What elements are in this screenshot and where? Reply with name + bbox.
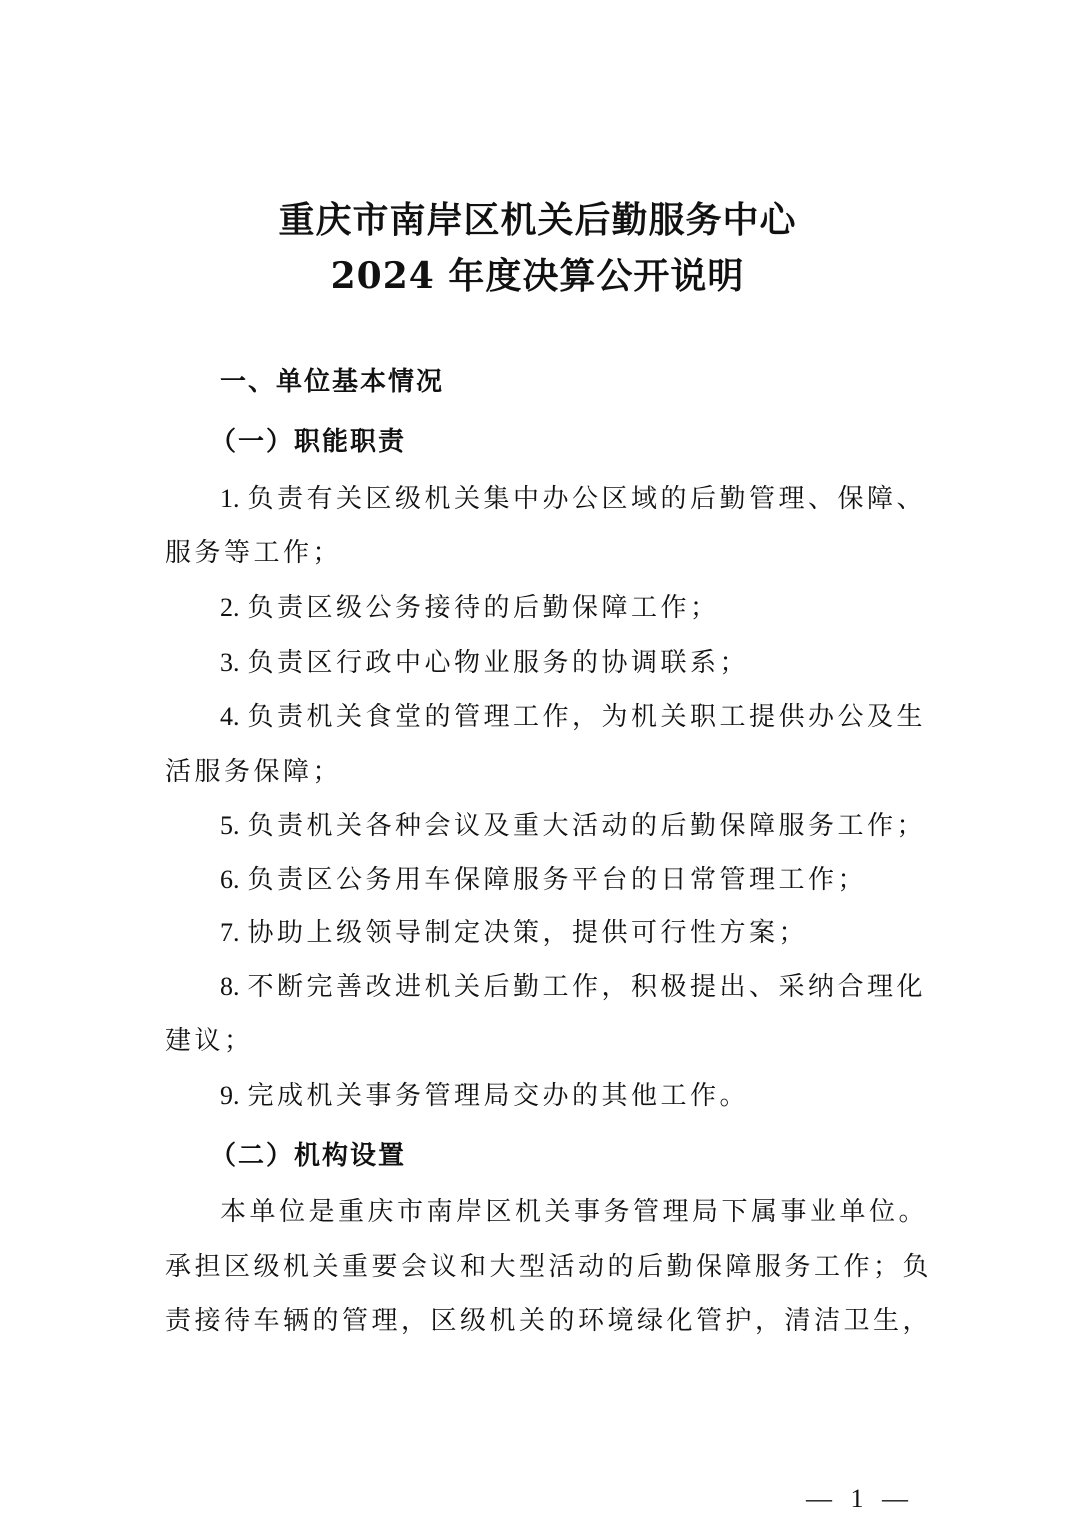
duty-text: 不断完善改进机关后勤工作，积极提出、采纳合理化 xyxy=(247,972,927,1002)
duty-item-3 xyxy=(220,645,970,681)
duty-number: 1. xyxy=(220,484,240,513)
org-paragraph-line2: 承担区级机关重要会议和大型活动的后勤保障服务工作；负 xyxy=(165,1252,933,1282)
duty-item-4-continuation: 活服务保障； xyxy=(165,757,343,787)
duty-item-6 xyxy=(220,862,970,898)
section-heading-basic-info: 一、单位基本情况 xyxy=(220,367,445,397)
duty-text: 负责区公务用车保障服务平台的日常管理工作； xyxy=(247,865,868,895)
org-paragraph-line3: 责接待车辆的管理，区级机关的环境绿化管护，清洁卫生， xyxy=(165,1306,933,1336)
duty-number: 8. xyxy=(220,972,240,1001)
duty-item-4 xyxy=(220,699,970,735)
duty-text: 负责机关食堂的管理工作，为机关职工提供办公及生 xyxy=(247,702,927,732)
duty-text: 负责区级公务接待的后勤保障工作； xyxy=(247,593,720,623)
duty-item-7 xyxy=(220,915,970,951)
subsection-heading-organization: （二）机构设置 xyxy=(210,1141,407,1171)
duty-number: 3. xyxy=(220,648,240,677)
duty-number: 2. xyxy=(220,593,240,622)
duty-text: 负责区行政中心物业服务的协调联系； xyxy=(247,648,750,678)
duty-text: 完成机关事务管理局交办的其他工作。 xyxy=(247,1081,750,1111)
document-title-line1: 重庆市南岸区机关后勤服务中心 xyxy=(278,199,797,241)
duty-item-8 xyxy=(220,969,970,1005)
subsection-heading-duties: （一）职能职责 xyxy=(210,427,407,457)
duty-item-5 xyxy=(220,808,970,844)
duty-text: 负责有关区级机关集中办公区域的后勤管理、保障、 xyxy=(247,484,927,514)
page-number: — 1 — xyxy=(806,1484,914,1513)
duty-text: 负责机关各种会议及重大活动的后勤保障服务工作； xyxy=(247,811,927,841)
duty-item-1-continuation: 服务等工作； xyxy=(165,538,343,568)
duty-number: 4. xyxy=(220,702,240,731)
org-paragraph-line1: 本单位是重庆市南岸区机关事务管理局下属事业单位。 xyxy=(220,1197,929,1227)
duty-number: 9. xyxy=(220,1081,240,1110)
duty-item-8-continuation: 建议； xyxy=(165,1026,254,1056)
duty-number: 6. xyxy=(220,865,240,894)
duty-number: 5. xyxy=(220,811,240,840)
duty-item-9 xyxy=(220,1078,970,1114)
duty-item-2 xyxy=(220,590,970,626)
duty-item-1 xyxy=(220,481,970,517)
duty-number: 7. xyxy=(220,918,240,947)
duty-text: 协助上级领导制定决策，提供可行性方案； xyxy=(247,918,809,948)
document-title-line2: 2024 年度决算公开说明 xyxy=(330,255,745,297)
